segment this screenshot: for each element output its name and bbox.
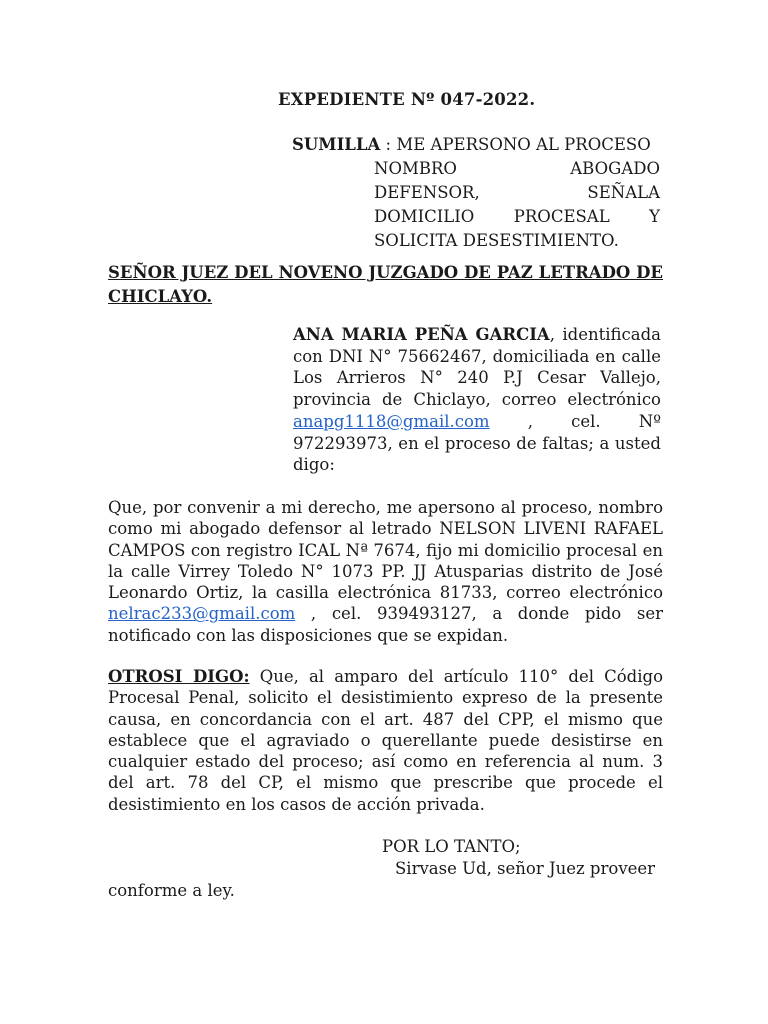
sumilla-line-4: DOMICILIO PROCESAL Y — [374, 207, 660, 226]
conforme-line: conforme a ley. — [108, 881, 235, 900]
addressee-heading: SEÑOR JUEZ DEL NOVENO JUZGADO DE PAZ LETRADO DE CHICLAYO. — [108, 263, 663, 306]
otrosi-text: Que, al amparo del artículo 110° del Código Procesal Penal, solicito el desistimiento expreso de la presente causa, en concordancia con el art. 487 del CPP, el mismo que establece que el agraviado o querellante puede desistirse en cualquier estado del proceso; así como en referencia al num. 3 del art. 78 del CP, el mismo que prescribe que procede el desistimiento en los casos de acción privada. — [108, 667, 664, 814]
apersonamiento-paragraph — [108, 497, 663, 646]
paragraph1-text-before-email: Que, por convenir a mi derecho, me apersono al proceso, nombro como mi abogado defensor al letrado NELSON LIVENI RAFAEL CAMPOS con registro ICAL Nª 7674, fijo mi domicilio procesal en la calle Virrey Toledo N° 1073 PP. JJ Atusparias distrito de José Leonardo Ortiz, la casilla electrónica 81733, correo electrónico — [108, 498, 663, 603]
sumilla-line-3: DEFENSOR, SEÑALA — [374, 183, 660, 202]
case-number-heading: EXPEDIENTE Nº 047-2022. — [278, 90, 536, 109]
party-email-link[interactable]: anapg1118@gmail.com — [293, 411, 490, 431]
otrosi-paragraph — [108, 666, 663, 815]
sumilla-label: SUMILLA — [292, 135, 381, 154]
sumilla-line-5: SOLICITA DESESTIMIENTO. — [374, 231, 619, 250]
party-name: ANA MARIA PEÑA GARCIA — [293, 325, 550, 344]
sumilla-block — [292, 133, 660, 253]
sirvase-line: Sirvase Ud, señor Juez proveer — [395, 859, 656, 878]
sumilla-line-1: : ME APERSONO AL PROCESO — [380, 135, 651, 154]
party-text-after-email: , cel. Nº 972293973, en el proceso de faltas; a usted digo: — [293, 411, 661, 475]
sumilla-line-2: NOMBRO ABOGADO — [374, 159, 660, 178]
party-introduction — [293, 324, 661, 476]
lawyer-email-link[interactable]: nelrac233@gmail.com — [108, 604, 296, 624]
paragraph1-text-after-email: , cel. 939493127, a donde pido ser notificado con las disposiciones que se expidan. — [108, 604, 663, 645]
sumilla-first-line — [292, 133, 660, 157]
otrosi-label: OTROSI DIGO: — [108, 667, 250, 686]
party-text-before-email: , identificada con DNI N° 75662467, domiciliada en calle Los Arrieros N° 240 P.J Cesar Vallejo, provincia de Chiclayo, correo electrónico — [293, 325, 661, 410]
por-lo-tanto-line: POR LO TANTO; — [382, 837, 521, 856]
